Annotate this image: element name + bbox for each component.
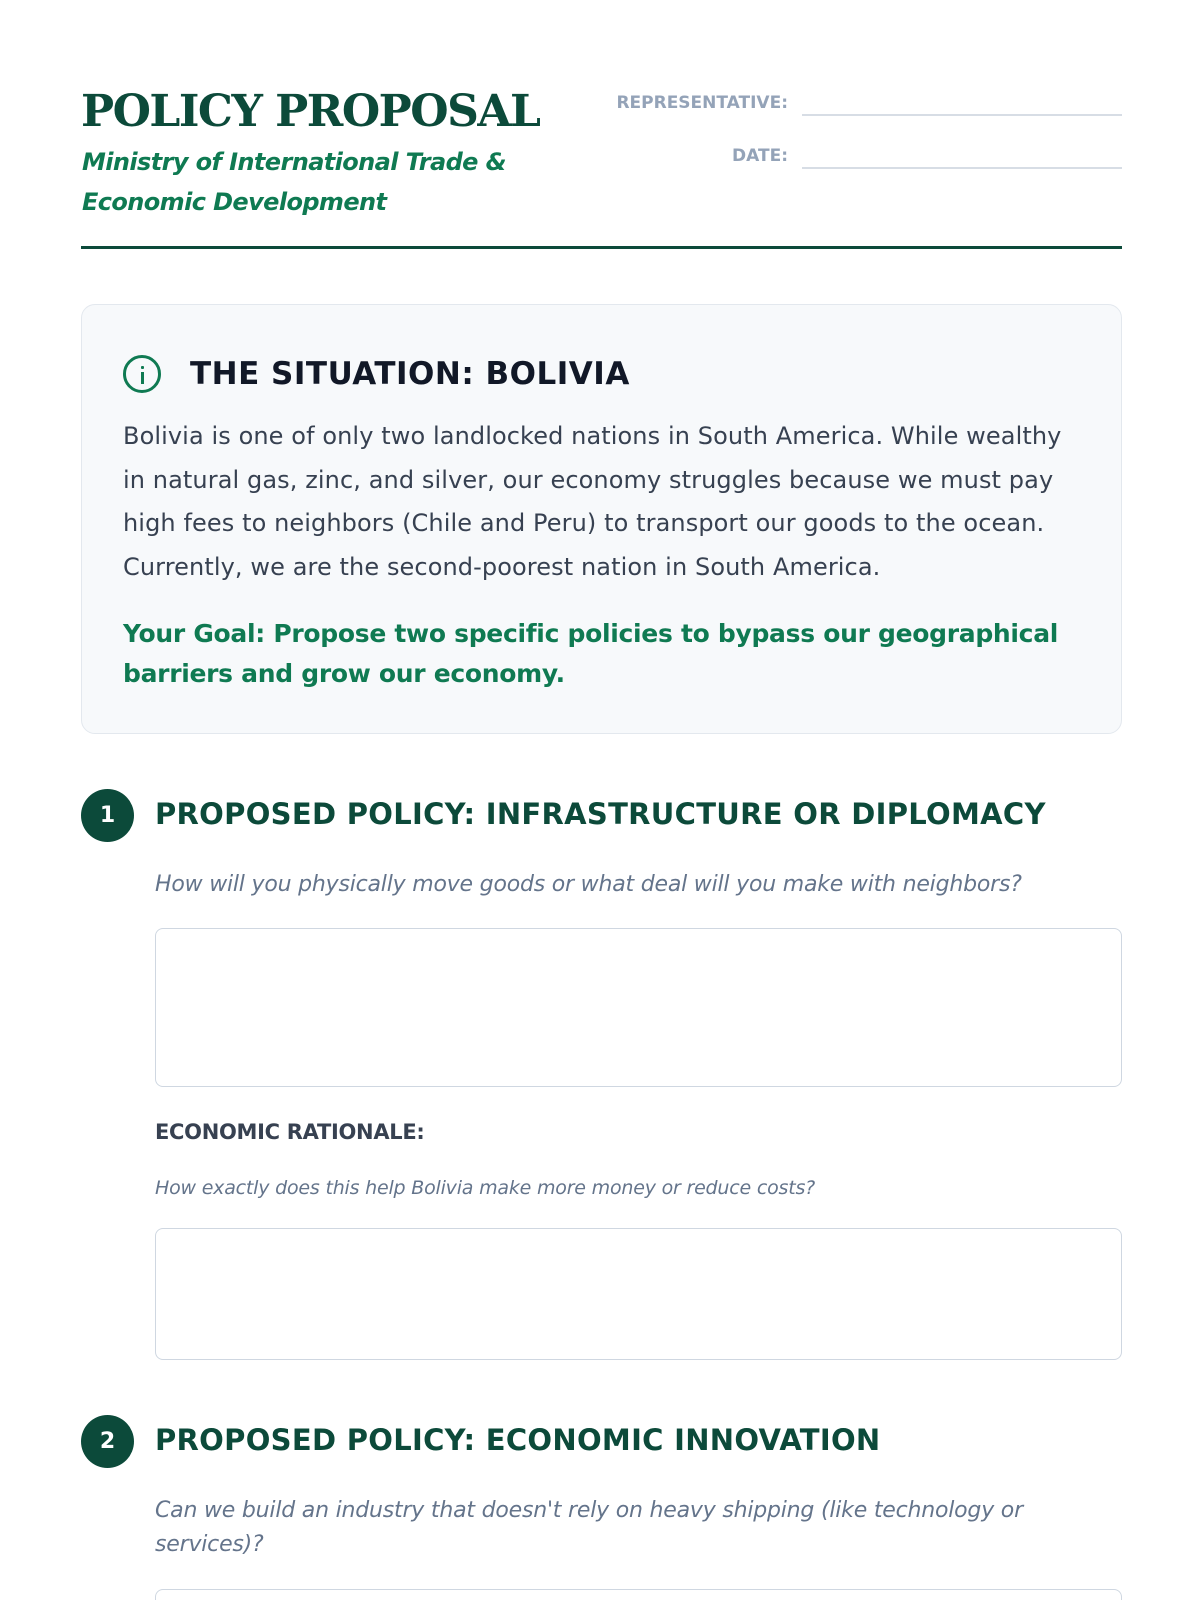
representative-row [482, 86, 1122, 116]
situation-body: Bolivia is one of only two landlocked nations in South America. While wealthy in natural gas, zinc, and silver, our economy struggles because we must pay high fees to neighbors (Chile and Peru) to transport our goods to the ocean. Currently, we are the second-poorest nation in South America. [123, 422, 1062, 581]
situation-title: THE SITUATION: BOLIVIA [190, 356, 630, 392]
policy-1-prompt: How will you physically move goods or what deal will you make with neighbors? [155, 872, 1022, 897]
ministry-subtitle: Ministry of International Trade & Economic Development [82, 148, 506, 216]
policy-1-rationale-label: ECONOMIC RATIONALE: [155, 1120, 425, 1144]
situation-box [81, 304, 1122, 734]
date-label: DATE: [732, 146, 788, 166]
policy-proposal-page [81, 0, 1122, 1557]
policy-2-number-badge: 2 [81, 1415, 134, 1468]
page-title: POLICY PROPOSAL [81, 86, 540, 137]
date-row [482, 139, 1122, 169]
policy-1-title: PROPOSED POLICY: INFRASTRUCTURE OR DIPLOMACY [155, 797, 1046, 831]
info-icon [123, 355, 161, 393]
policy-1-rationale-field[interactable] [155, 1228, 1122, 1360]
header [81, 0, 1122, 252]
policy-2-prompt: Can we build an industry that doesn't rely on heavy shipping (like technology or services)? [155, 1498, 1023, 1557]
representative-field[interactable] [802, 86, 1122, 116]
header-divider [81, 246, 1122, 249]
policy-2-answer-field[interactable] [155, 1589, 1122, 1600]
policy-2-title: PROPOSED POLICY: ECONOMIC INNOVATION [155, 1423, 881, 1457]
date-field[interactable] [802, 139, 1122, 169]
representative-label: REPRESENTATIVE: [616, 93, 788, 113]
situation-goal: Your Goal: Propose two specific policies to bypass our geographical barriers and grow our economy. [123, 619, 1059, 688]
policy-1-rationale-prompt: How exactly does this help Bolivia make more money or reduce costs? [155, 1177, 816, 1199]
policy-1-answer-field[interactable] [155, 928, 1122, 1087]
policy-1-number-badge: 1 [81, 789, 134, 842]
